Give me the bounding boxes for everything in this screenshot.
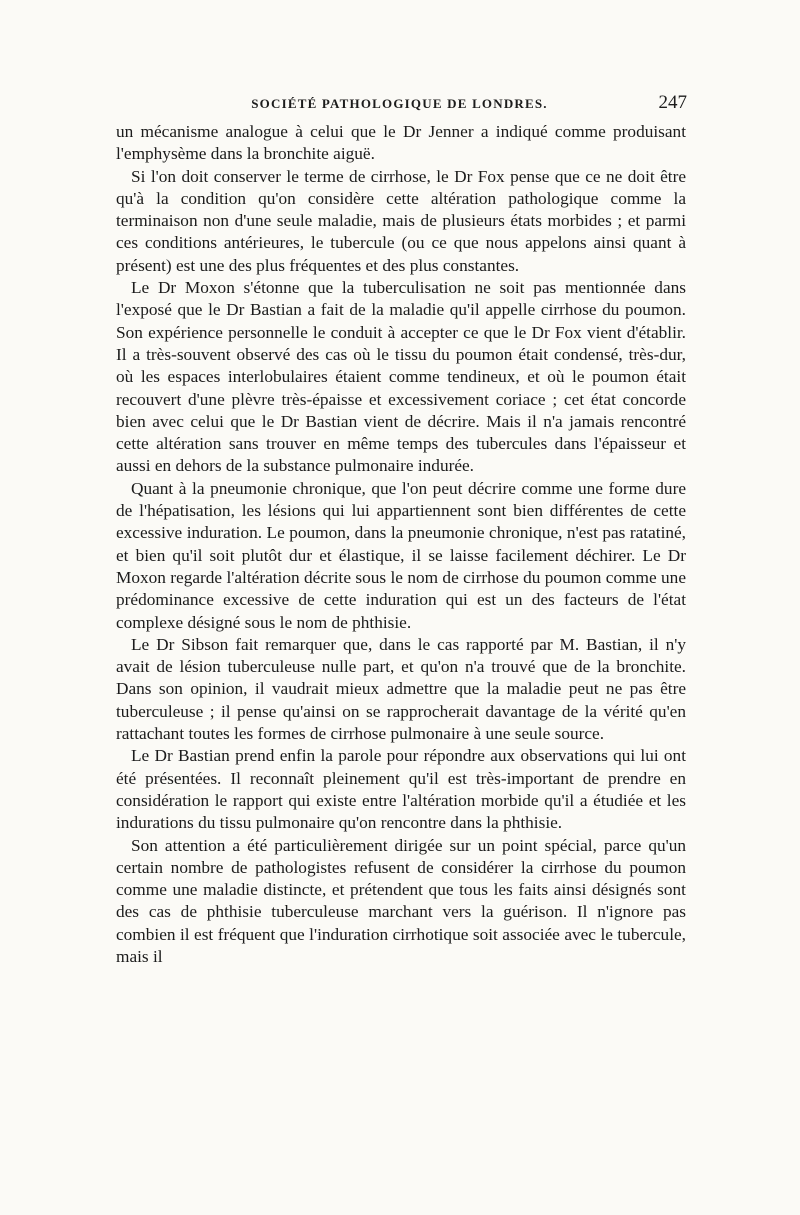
running-head <box>112 92 687 116</box>
paragraph-continuation: un mécanisme analogue à celui que le Dr Jenner a indiqué comme produisant l'emphysème dans la bronchite aiguë. <box>116 122 686 164</box>
paragraph-pneumonie: Quant à la pneumonie chronique, que l'on peut décrire comme une forme dure de l'hépatisation, les lésions qui lui appartiennent sont bien différentes de cette excessive induration. Le poumon, dans la pneumonie chronique, n'est pas ratatiné, et bien qu'il soit plutôt dur et élastique, il se laisse facilement déchirer. Le Dr Moxon regarde l'altération décrite sous le nom de cirrhose du poumon comme une prédominance excessive de cette induration qui est un des facteurs de l'état complexe désigné sous le nom de phthisie. <box>116 478 686 632</box>
paragraph-moxon: Le Dr Moxon s'étonne que la tuberculisation ne soit pas mentionnée dans l'exposé que le Dr Bastian a fait de la maladie qu'il appelle cirrhose du poumon. Son expérience personnelle le conduit à accepter ce que le Dr Fox vient d'établir. Il a très-souvent observé des cas où le tissu du poumon était condensé, très-dur, où les espaces interlobulaires étaient comme tendineux, et où le poumon était recouvert d'une plèvre très-épaisse et excessivement coriace ; cet état concorde bien avec celui que le Dr Bastian vient de décrire. Mais il n'a jamais rencontré cette altération sans trouver en même temps des tubercules dans l'épaisseur et aussi en dehors de la substance pulmonaire indurée. <box>116 278 686 476</box>
page-number: 247 <box>658 92 687 113</box>
paragraph-attention: Son attention a été particulièrement dirigée sur un point spécial, parce qu'un certain nombre de pathologistes refusent de considérer la cirrhose du poumon comme une maladie distincte, et prétendent que tous les faits ainsi désignés sont des cas de phthisie tuberculeuse marchant vers la guérison. Il n'ignore pas combien il est fréquent que l'induration cirrhotique soit associée avec le tubercule, mais il <box>116 835 686 966</box>
running-title: SOCIÉTÉ PATHOLOGIQUE DE LONDRES. <box>251 96 548 111</box>
paragraph-fox: Si l'on doit conserver le terme de cirrhose, le Dr Fox pense que ce ne doit être qu'à la condition qu'on considère cette altération pathologique comme la terminaison non d'une seule maladie, mais de plusieurs états morbides ; et parmi ces conditions antérieures, le tubercule (ou ce que nous appelons ainsi quant à présent) est une des plus fréquentes et des plus constantes. <box>116 166 686 275</box>
paragraph-sibson: Le Dr Sibson fait remarquer que, dans le cas rapporté par M. Bastian, il n'y avait de lésion tuberculeuse nulle part, et qu'on n'a trouvé que de la bronchite. Dans son opinion, il vaudrait mieux admettre que la maladie peut ne pas être tuberculeuse ; il pense qu'ainsi on se rapprocherait davantage de la vérité qu'en rattachant toutes les formes de cirrhose pulmonaire à une seule source. <box>116 634 686 744</box>
paragraph-bastian: Le Dr Bastian prend enfin la parole pour répondre aux observations qui lui ont été présentées. Il reconnaît pleinement qu'il est très-important de prendre en considération le rapport qui existe entre l'altération morbide qu'il a étudiée et les indurations du tissu pulmonaire qu'on rencontre dans la phthisie. <box>116 746 686 833</box>
body-text <box>116 121 686 968</box>
